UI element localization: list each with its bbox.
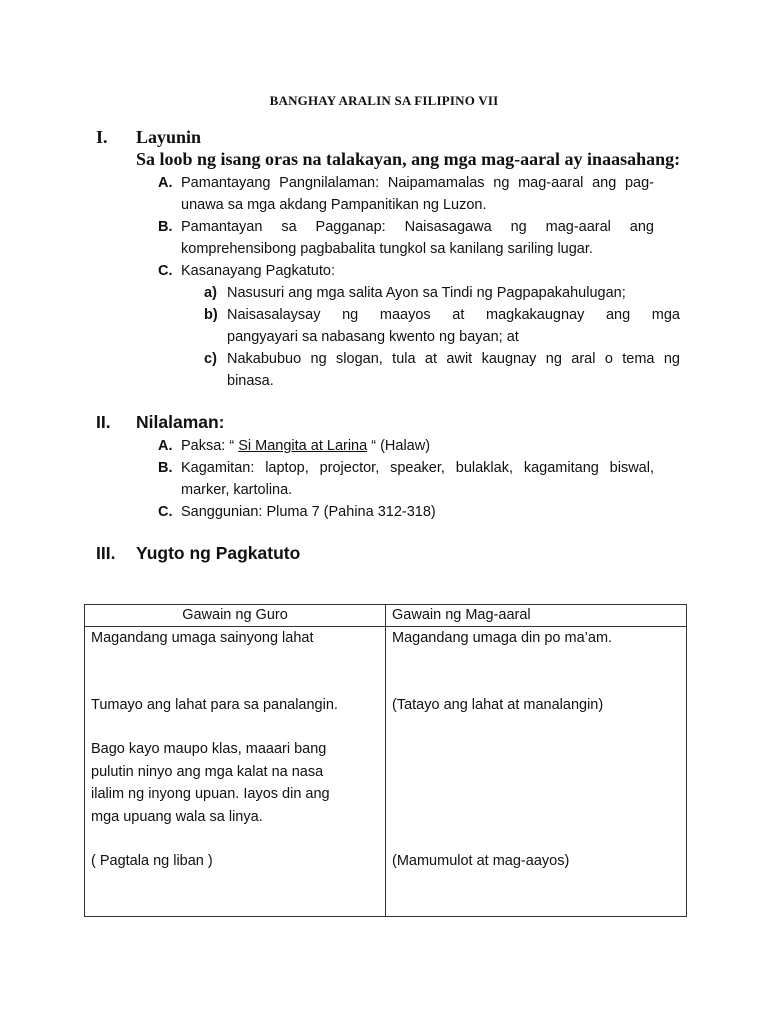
subitem-line: Nakabubuo ng slogan, tula at awit kaugnay ng aral o tema ng bbox=[227, 351, 680, 367]
activities-table bbox=[84, 604, 687, 917]
student-line: Magandang umaga din po ma’am. bbox=[392, 630, 613, 646]
section-numeral: III. bbox=[96, 543, 116, 563]
item-label: B. bbox=[158, 460, 173, 476]
section-numeral: I. bbox=[96, 127, 108, 147]
teacher-line: ( Pagtala ng liban ) bbox=[91, 853, 213, 869]
section-subheading: Sa loob ng isang oras na talakayan, ang mga mag-aaral ay inaasahang: bbox=[136, 149, 681, 169]
paksa-prefix: Paksa: “ bbox=[181, 438, 239, 454]
subitem-line: Naisasalaysay ng maayos at magkakaugnay ang mga bbox=[227, 307, 680, 323]
paksa-suffix: “ (Halaw) bbox=[367, 438, 431, 454]
item-label: B. bbox=[158, 219, 173, 235]
header-gawain-magaaral: Gawain ng Mag-aaral bbox=[386, 605, 687, 627]
item-line: unawa sa mga akdang Pampanitikan ng Luzon. bbox=[181, 197, 487, 213]
table-header-row bbox=[85, 605, 687, 627]
student-activity-cell bbox=[386, 627, 687, 917]
item-line: marker, kartolina. bbox=[181, 482, 293, 498]
subitem-label: c) bbox=[204, 351, 217, 367]
section-heading: Layunin bbox=[136, 127, 202, 147]
item-line: Kagamitan: laptop, projector, speaker, bulaklak, kagamitang biswal, bbox=[181, 460, 654, 476]
item-line: komprehensibong pagbabalita tungkol sa kanilang sariling lugar. bbox=[181, 241, 593, 257]
section-heading: Yugto ng Pagkatuto bbox=[136, 543, 301, 563]
document-title: BANGHAY ARALIN SA FILIPINO VII bbox=[269, 93, 499, 108]
item-label: A. bbox=[158, 175, 173, 191]
subitem-line: Nasusuri ang mga salita Ayon sa Tindi ng Pagpapakahulugan; bbox=[227, 285, 626, 301]
item-label: A. bbox=[158, 438, 173, 454]
header-gawain-guro: Gawain ng Guro bbox=[85, 605, 386, 627]
item-line: Pamantayang Pangnilalaman: Naipamamalas ng mag-aaral ang pag- bbox=[181, 175, 654, 191]
teacher-line: pulutin ninyo ang mga kalat na nasa bbox=[91, 763, 324, 780]
item-label: C. bbox=[158, 263, 173, 279]
teacher-line: Magandang umaga sainyong lahat bbox=[91, 630, 314, 646]
subitem-label: a) bbox=[204, 285, 217, 301]
table-row bbox=[85, 627, 687, 917]
teacher-line: ilalim ng inyong upuan. Iayos din ang bbox=[91, 786, 330, 802]
subitem-line: binasa. bbox=[227, 373, 274, 389]
section-numeral: II. bbox=[96, 412, 111, 432]
teacher-activity-cell bbox=[85, 627, 386, 917]
student-line: (Tatayo ang lahat at manalangin) bbox=[392, 697, 604, 713]
subitem-line: pangyayari sa nabasang kwento ng bayan; at bbox=[227, 329, 519, 345]
teacher-line: Tumayo ang lahat para sa panalangin. bbox=[91, 697, 338, 713]
teacher-line: Bago kayo maupo klas, maaari bang bbox=[91, 741, 327, 757]
story-title: Si Mangita at Larina bbox=[238, 438, 368, 454]
item-text: Sanggunian: Pluma 7 (Pahina 312-318) bbox=[181, 504, 436, 520]
subitem-label: b) bbox=[204, 307, 218, 323]
item-text: Kasanayang Pagkatuto: bbox=[181, 263, 335, 279]
item-label: C. bbox=[158, 504, 173, 520]
student-line: (Mamumulot at mag-aayos) bbox=[392, 853, 570, 869]
teacher-line: mga upuang wala sa linya. bbox=[91, 808, 263, 825]
item-line: Pamantayan sa Pagganap: Naisasagawa ng mag-aaral ang bbox=[181, 219, 654, 235]
section-heading: Nilalaman: bbox=[136, 412, 225, 432]
